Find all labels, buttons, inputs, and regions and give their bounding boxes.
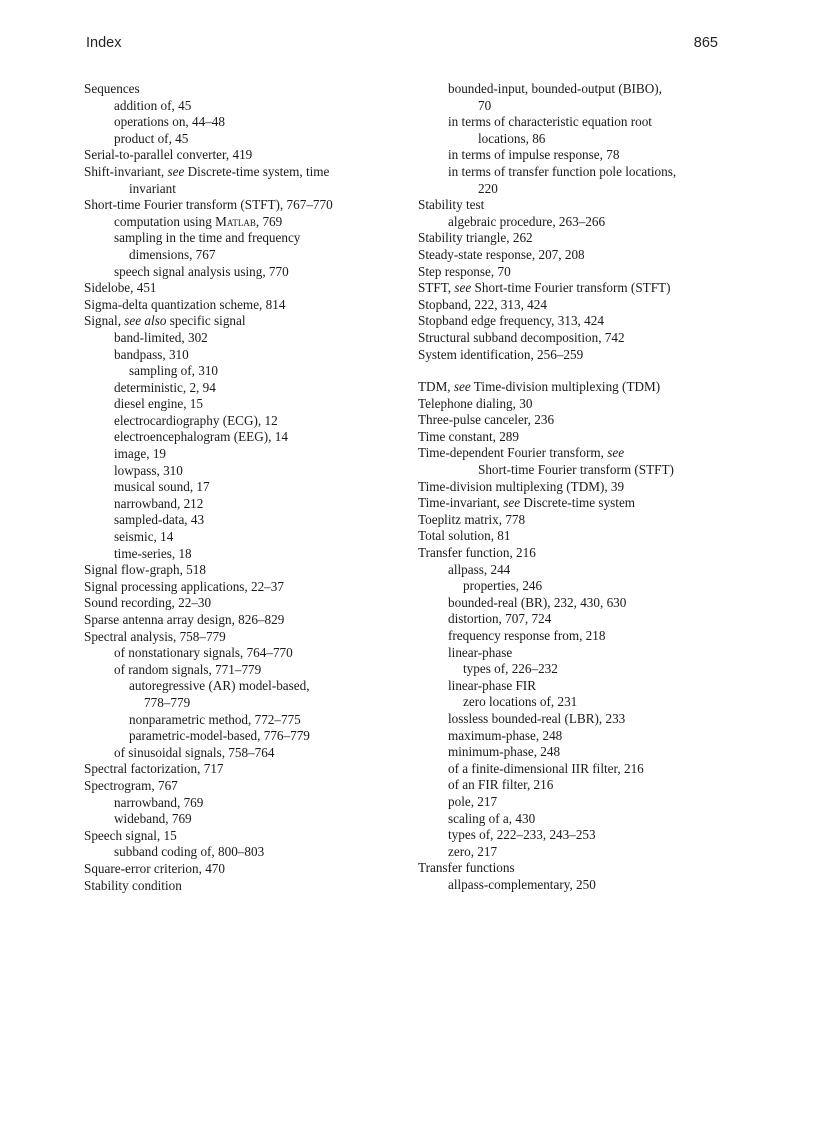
entry-text: maximum-phase, 248 — [448, 727, 563, 743]
entry-text: Stopband edge frequency, 313, 424 — [418, 313, 604, 329]
entry-text: band-limited, 302 — [114, 329, 208, 345]
entry-text: Discrete-time system — [520, 495, 636, 511]
index-subentry — [418, 827, 738, 844]
index-subentry — [418, 98, 738, 115]
entry-text: linear-phase FIR — [448, 677, 536, 693]
entry-text: distortion, 707, 724 — [448, 611, 552, 627]
index-subentry — [418, 728, 738, 745]
see-reference: see — [454, 280, 472, 296]
section-gap — [418, 363, 738, 379]
entry-text: Stopband, 222, 313, 424 — [418, 296, 547, 312]
see-reference: see — [607, 445, 625, 461]
index-entry — [418, 495, 738, 512]
entry-text: operations on, 44–48 — [114, 114, 225, 130]
index-subentry — [84, 98, 404, 115]
index-entry — [418, 545, 738, 562]
page-number: 865 — [693, 35, 718, 51]
index-entry — [418, 313, 738, 330]
entry-text: sampling in the time and frequency — [114, 230, 301, 246]
index-entry — [84, 147, 404, 164]
index-subentry — [418, 694, 738, 711]
index-subentry — [418, 794, 738, 811]
entry-text: Signal processing applications, 22–37 — [84, 578, 284, 594]
index-subentry — [418, 147, 738, 164]
index-subentry — [418, 661, 738, 678]
index-entry — [84, 197, 404, 214]
index-entry — [84, 297, 404, 314]
index-subentry — [418, 562, 738, 579]
entry-text: Time-invariant, — [418, 495, 504, 511]
entry-text: properties, 246 — [463, 578, 543, 594]
entry-text: Stability test — [418, 197, 485, 213]
entry-text: Time-dependent Fourier transform, — [418, 445, 608, 461]
index-subentry — [84, 645, 404, 662]
index-entry — [418, 297, 738, 314]
index-subentry — [84, 844, 404, 861]
entry-text: , 769 — [255, 213, 283, 229]
entry-text: System identification, 256–259 — [418, 346, 584, 362]
entry-text: Spectral analysis, 758–779 — [84, 628, 226, 644]
index-entry — [84, 81, 404, 98]
index-entry — [84, 313, 404, 330]
index-subentry — [418, 214, 738, 231]
entry-text: narrowband, 769 — [114, 794, 204, 810]
entry-text: invariant — [129, 180, 176, 196]
entry-text: Shift-invariant, — [84, 163, 168, 179]
entry-text: Transfer function, 216 — [418, 545, 536, 561]
index-subentry — [84, 745, 404, 762]
entry-text: electrocardiography (ECG), 12 — [114, 412, 278, 428]
entry-text: deterministic, 2, 94 — [114, 379, 216, 395]
index-entry — [418, 412, 738, 429]
index-subentry — [84, 795, 404, 812]
index-entry — [418, 347, 738, 364]
entry-text: Time constant, 289 — [418, 428, 519, 444]
entry-text: Signal, — [84, 313, 125, 329]
entry-text: bandpass, 310 — [114, 346, 189, 362]
index-entry — [84, 164, 404, 181]
entry-text: minimum-phase, 248 — [448, 744, 561, 760]
entry-text: image, 19 — [114, 446, 167, 462]
see-reference: see — [167, 163, 185, 179]
entry-text: of sinusoidal signals, 758–764 — [114, 744, 275, 760]
entry-text: zero locations of, 231 — [463, 694, 578, 710]
entry-text: of an FIR filter, 216 — [448, 777, 554, 793]
index-subentry — [84, 264, 404, 281]
index-entry — [84, 778, 404, 795]
index-subentry — [418, 628, 738, 645]
index-entry — [84, 579, 404, 596]
entry-text: diesel engine, 15 — [114, 396, 203, 412]
entry-text: Stability triangle, 262 — [418, 230, 533, 246]
smallcaps-term: Matlab — [215, 213, 256, 229]
entry-text: Short-time Fourier transform (STFT) — [478, 462, 674, 478]
entry-text: Time-division multiplexing (TDM), 39 — [418, 478, 625, 494]
index-subentry — [418, 611, 738, 628]
entry-text: algebraic procedure, 263–266 — [448, 213, 606, 229]
index-entry — [418, 230, 738, 247]
index-entry — [84, 861, 404, 878]
entry-text: Sound recording, 22–30 — [84, 595, 212, 611]
entry-text: types of, 226–232 — [463, 661, 558, 677]
index-subentry — [84, 131, 404, 148]
index-subentry — [418, 578, 738, 595]
entry-text: STFT, — [418, 280, 455, 296]
index-subentry — [84, 214, 404, 231]
index-entry — [84, 828, 404, 845]
index-subentry — [418, 877, 738, 894]
index-entry — [84, 761, 404, 778]
index-entry — [418, 512, 738, 529]
entry-text: nonparametric method, 772–775 — [129, 711, 301, 727]
entry-text: wideband, 769 — [114, 811, 192, 827]
index-subentry — [418, 678, 738, 695]
index-subentry — [84, 429, 404, 446]
entry-text: Structural subband decomposition, 742 — [418, 329, 625, 345]
see-reference: see — [453, 379, 471, 395]
entry-text: Serial-to-parallel converter, 419 — [84, 147, 253, 163]
index-subentry — [418, 711, 738, 728]
entry-text: locations, 86 — [478, 130, 546, 146]
index-entry — [418, 479, 738, 496]
entry-text: allpass, 244 — [448, 561, 511, 577]
index-entry — [84, 280, 404, 297]
index-subentry — [84, 496, 404, 513]
entry-text: Step response, 70 — [418, 263, 511, 279]
entry-text: Telephone dialing, 30 — [418, 395, 533, 411]
index-entry — [418, 197, 738, 214]
index-entry — [418, 330, 738, 347]
index-subentry — [418, 81, 738, 98]
entry-text: scaling of a, 430 — [448, 810, 536, 826]
entry-text: Total solution, 81 — [418, 528, 511, 544]
see-reference: see also — [124, 313, 167, 329]
entry-text: of a finite-dimensional IIR filter, 216 — [448, 760, 644, 776]
index-subentry — [418, 777, 738, 794]
entry-text: 220 — [478, 180, 498, 196]
entry-text: linear-phase — [448, 644, 513, 660]
index-entry — [418, 445, 738, 462]
entry-text: Stability condition — [84, 877, 182, 893]
index-subentry — [418, 645, 738, 662]
index-subentry — [84, 678, 404, 695]
index-subentry — [418, 164, 738, 181]
entry-text: of random signals, 771–779 — [114, 661, 262, 677]
entry-text: Steady-state response, 207, 208 — [418, 246, 585, 262]
index-entry — [84, 612, 404, 629]
index-subentry — [418, 761, 738, 778]
entry-text: product of, 45 — [114, 130, 189, 146]
index-subentry — [84, 380, 404, 397]
entry-text: in terms of characteristic equation root — [448, 114, 652, 130]
entry-text: lowpass, 310 — [114, 462, 183, 478]
entry-text: addition of, 45 — [114, 97, 192, 113]
entry-text: Three-pulse canceler, 236 — [418, 412, 555, 428]
index-subentry — [84, 662, 404, 679]
index-subentry — [84, 446, 404, 463]
entry-text: seismic, 14 — [114, 529, 174, 545]
entry-text: electroencephalogram (EEG), 14 — [114, 429, 288, 445]
index-entry — [418, 264, 738, 281]
index-subentry — [84, 330, 404, 347]
entry-text: bounded-input, bounded-output (BIBO), — [448, 81, 662, 96]
entry-text: types of, 222–233, 243–253 — [448, 827, 596, 843]
entry-text: pole, 217 — [448, 793, 498, 809]
index-subentry — [84, 529, 404, 546]
entry-text: sampling of, 310 — [129, 363, 219, 379]
entry-text: Short-time Fourier transform (STFT) — [471, 280, 671, 296]
entry-text: Sparse antenna array design, 826–829 — [84, 612, 285, 627]
index-subentry — [84, 479, 404, 496]
index-entry — [418, 429, 738, 446]
entry-text: computation using — [114, 213, 216, 229]
index-entry — [84, 562, 404, 579]
index-subentry — [84, 114, 404, 131]
index-entry — [418, 247, 738, 264]
index-subentry — [84, 463, 404, 480]
index-subentry — [84, 396, 404, 413]
entry-text: Signal flow-graph, 518 — [84, 562, 206, 578]
entry-text: in terms of impulse response, 78 — [448, 147, 620, 163]
index-subentry — [84, 546, 404, 563]
entry-text: bounded-real (BR), 232, 430, 630 — [448, 594, 627, 610]
entry-text: narrowband, 212 — [114, 495, 204, 511]
entry-text: time-series, 18 — [114, 545, 192, 561]
index-subentry — [84, 363, 404, 380]
entry-text: Square-error criterion, 470 — [84, 860, 225, 876]
entry-text: zero, 217 — [448, 843, 498, 859]
index-subentry — [418, 844, 738, 861]
entry-text: allpass-complementary, 250 — [448, 876, 596, 892]
entry-text: in terms of transfer function pole locations, — [448, 163, 677, 179]
entry-text: of nonstationary signals, 764–770 — [114, 645, 293, 661]
entry-text: sampled-data, 43 — [114, 512, 205, 528]
index-subentry — [84, 728, 404, 745]
index-subentry — [418, 181, 738, 198]
entry-text: Spectral factorization, 717 — [84, 761, 224, 777]
index-subentry — [84, 413, 404, 430]
index-entry — [418, 860, 738, 877]
index-subentry — [84, 712, 404, 729]
entry-text: subband coding of, 800–803 — [114, 844, 265, 860]
see-reference: see — [503, 495, 521, 511]
index-subentry — [84, 247, 404, 264]
index-entry — [418, 528, 738, 545]
entry-text: frequency response from, 218 — [448, 628, 606, 643]
entry-text: parametric-model-based, 776–779 — [129, 728, 310, 744]
entry-text: dimensions, 767 — [129, 246, 216, 262]
index-subentry — [418, 595, 738, 612]
index-subentry — [84, 512, 404, 529]
index-subentry — [418, 811, 738, 828]
entry-text: Sidelobe, 451 — [84, 280, 157, 296]
index-entry — [418, 396, 738, 413]
entry-text: Speech signal, 15 — [84, 827, 177, 843]
index-subentry — [418, 131, 738, 148]
index-entry — [84, 595, 404, 612]
index-subentry — [84, 347, 404, 364]
running-header-title: Index — [86, 35, 122, 51]
index-subentry — [84, 230, 404, 247]
index-subentry — [84, 695, 404, 712]
index-subentry — [84, 811, 404, 828]
index-subentry — [418, 744, 738, 761]
entry-text: Toeplitz matrix, 778 — [418, 511, 526, 527]
entry-text: 778–779 — [144, 694, 191, 710]
entry-text: speech signal analysis using, 770 — [114, 263, 289, 279]
entry-text: Time-division multiplexing (TDM) — [470, 379, 661, 395]
index-entry — [418, 280, 738, 297]
entry-text: musical sound, 17 — [114, 479, 210, 495]
entry-text: Short-time Fourier transform (STFT), 767–770 — [84, 197, 333, 213]
entry-text: TDM, — [418, 379, 454, 395]
entry-text: Discrete-time system, time — [184, 163, 330, 179]
entry-text: Transfer functions — [418, 860, 515, 876]
entry-text: autoregressive (AR) model-based, — [129, 678, 310, 694]
entry-text: Sigma-delta quantization scheme, 814 — [84, 296, 286, 312]
entry-text: lossless bounded-real (LBR), 233 — [448, 710, 626, 726]
index-subentry — [418, 462, 738, 479]
index-subentry — [84, 181, 404, 198]
entry-text: Sequences — [84, 81, 140, 96]
entry-text: Spectrogram, 767 — [84, 777, 178, 793]
index-entry — [84, 629, 404, 646]
index-column-right — [418, 81, 738, 894]
entry-text: 70 — [478, 97, 492, 113]
index-subentry — [418, 114, 738, 131]
index-entry — [418, 379, 738, 396]
index-column-left — [84, 81, 404, 894]
entry-text: specific signal — [166, 313, 246, 329]
index-entry — [84, 878, 404, 895]
